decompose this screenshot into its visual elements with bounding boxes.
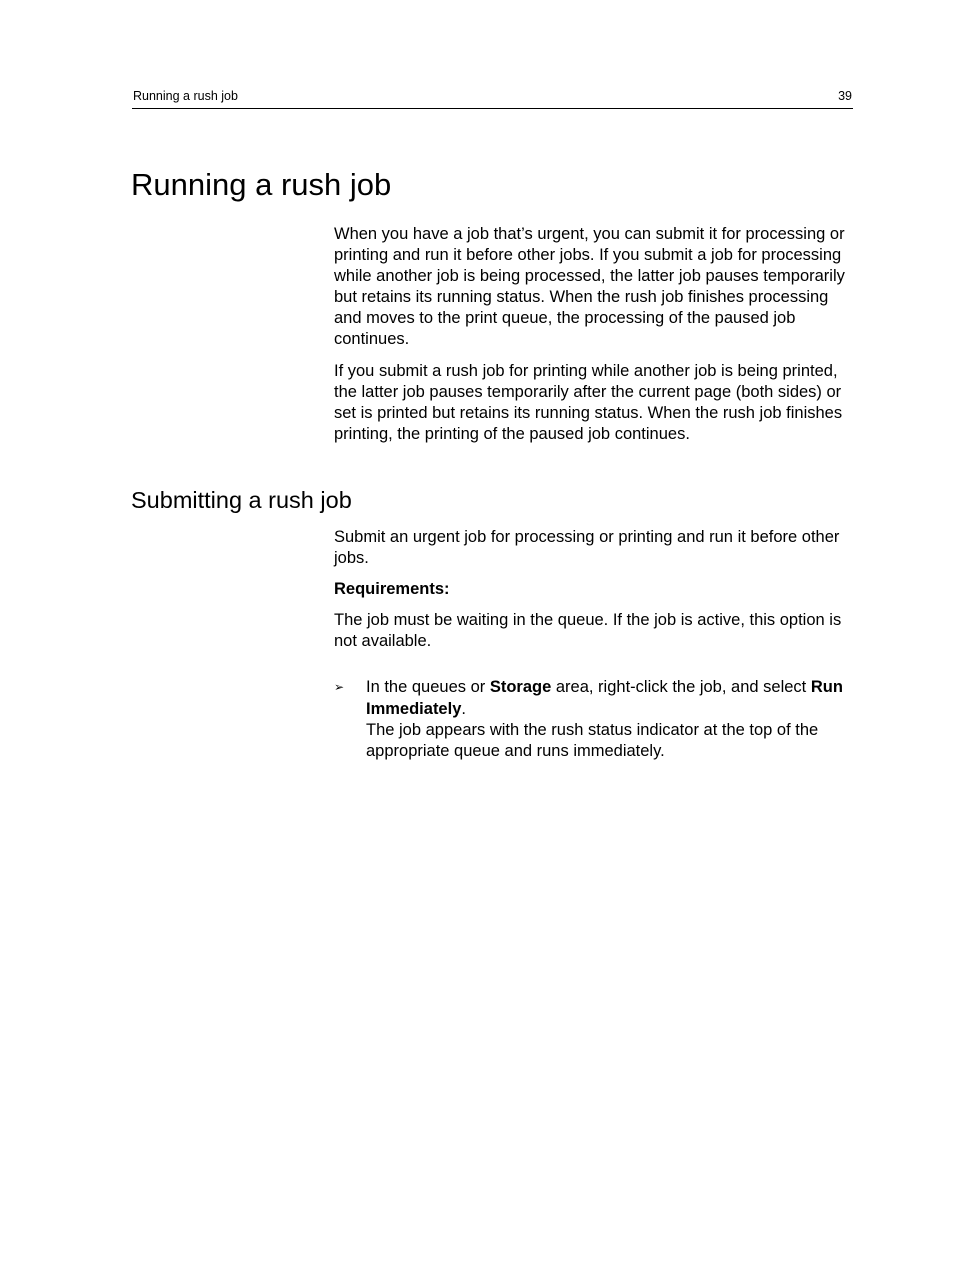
page-number: 39 <box>838 89 852 103</box>
intro-paragraph-1: When you have a job that’s urgent, you can submit it for processing or printing and run it before other jobs. If you submit a job for processing while another job is being processed, the latter job pauses temporarily but retains its running status. When the rush job finishes processing and moves to the print queue, the processing of the paused job continues. <box>334 225 845 349</box>
header-title: Running a rush job <box>133 89 238 103</box>
step-result: The job appears with the rush status indicator at the top of the appropriate queue and runs immediately. <box>366 720 819 760</box>
running-header <box>132 88 853 109</box>
requirements-text: The job must be waiting in the queue. If the job is active, this option is not available. <box>334 611 842 651</box>
step-text-2: area, right-click the job, and select <box>551 678 811 697</box>
requirements-heading: Requirements: <box>334 580 450 599</box>
section-title: Running a rush job <box>131 167 392 202</box>
subsection-intro: Submit an urgent job for processing or printing and run it before other jobs. <box>334 528 840 568</box>
storage-label: Storage <box>489 678 552 697</box>
arrow-bullet-icon: ➢ <box>334 680 345 695</box>
step-text-1: In the queues or <box>366 678 490 697</box>
subsection-body <box>334 527 854 762</box>
section-intro <box>334 224 854 445</box>
intro-paragraph-2: If you submit a rush job for printing while another job is being printed, the latter job pauses temporarily after the current page (both sides) or set is printed but retains its running status. When the rush job finishes printing, the printing of the paused job continues. <box>334 361 843 443</box>
procedure-step <box>334 677 854 761</box>
subsection-title: Submitting a rush job <box>131 487 352 513</box>
step-text-3: . <box>461 699 466 718</box>
run-immediately-label: Run Immediately <box>366 678 843 718</box>
step-instruction <box>366 677 854 719</box>
